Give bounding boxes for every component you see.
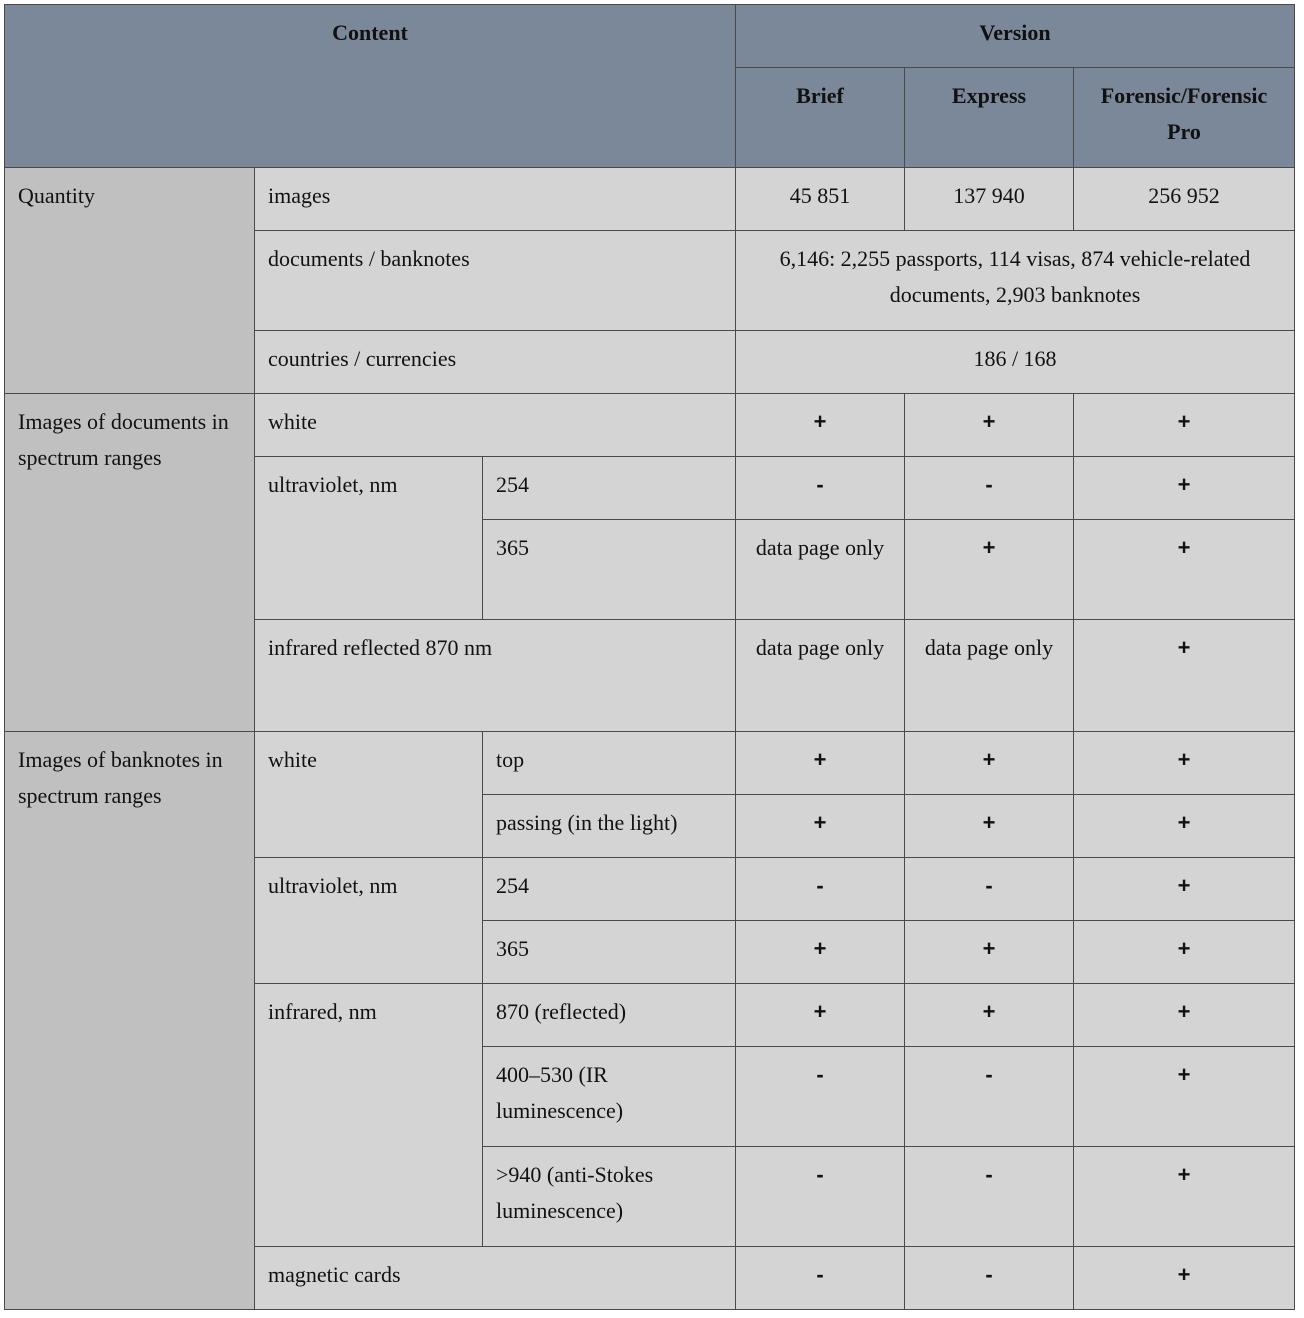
bn-passing-express: + (905, 795, 1074, 858)
row-label-bn-uv-254: 254 (483, 858, 736, 921)
row-label-doc-uv: ultraviolet, nm (255, 457, 483, 620)
group-document-images: Images of documents in spectrum ranges (5, 394, 255, 732)
bn-uv365-brief: + (736, 921, 905, 984)
row-label-doc-white: white (255, 394, 736, 457)
bn-top-brief: + (736, 732, 905, 795)
bn-ir940-express: - (905, 1147, 1074, 1247)
row-label-bn-uv-365: 365 (483, 921, 736, 984)
row-label-bn-ir-400: 400–530 (IR luminescence) (483, 1047, 736, 1147)
bn-magnetic-express: - (905, 1247, 1074, 1310)
doc-white-forensic: + (1074, 394, 1295, 457)
bn-magnetic-brief: - (736, 1247, 905, 1310)
bn-uv365-express: + (905, 921, 1074, 984)
bn-top-express: + (905, 732, 1074, 795)
bn-ir870-forensic: + (1074, 984, 1295, 1047)
doc-white-brief: + (736, 394, 905, 457)
images-express: 137 940 (905, 168, 1074, 231)
images-forensic: 256 952 (1074, 168, 1295, 231)
doc-uv365-brief: data page only (736, 520, 905, 620)
bn-uv254-brief: - (736, 858, 905, 921)
row-label-doc-uv-254: 254 (483, 457, 736, 520)
group-banknote-images: Images of banknotes in spectrum ranges (5, 732, 255, 1310)
row-label-bn-ir-940: >940 (anti-Stokes luminescence) (483, 1147, 736, 1247)
row-label-bn-ir: infrared, nm (255, 984, 483, 1247)
row-label-bn-magnetic: magnetic cards (255, 1247, 736, 1310)
header-brief: Brief (736, 68, 905, 168)
doc-uv365-forensic: + (1074, 520, 1295, 620)
row-label-bn-uv: ultraviolet, nm (255, 858, 483, 984)
documents-value: 6,146: 2,255 passports, 114 visas, 874 vehicle-related documents, 2,903 banknotes (736, 231, 1295, 331)
doc-uv365-express: + (905, 520, 1074, 620)
doc-ir-brief: data page only (736, 620, 905, 732)
bn-top-forensic: + (1074, 732, 1295, 795)
bn-uv254-express: - (905, 858, 1074, 921)
header-version: Version (736, 5, 1295, 68)
bn-passing-brief: + (736, 795, 905, 858)
countries-value: 186 / 168 (736, 331, 1295, 394)
row-label-doc-ir: infrared reflected 870 nm (255, 620, 736, 732)
doc-ir-forensic: + (1074, 620, 1295, 732)
bn-passing-forensic: + (1074, 795, 1295, 858)
bn-ir870-express: + (905, 984, 1074, 1047)
content-version-table (4, 4, 1295, 1310)
bn-ir400-forensic: + (1074, 1047, 1295, 1147)
bn-uv254-forensic: + (1074, 858, 1295, 921)
doc-ir-express: data page only (905, 620, 1074, 732)
doc-uv254-express: - (905, 457, 1074, 520)
header-express: Express (905, 68, 1074, 168)
bn-ir400-express: - (905, 1047, 1074, 1147)
bn-ir940-brief: - (736, 1147, 905, 1247)
row-label-bn-ir-870: 870 (reflected) (483, 984, 736, 1047)
bn-ir870-brief: + (736, 984, 905, 1047)
bn-ir940-forensic: + (1074, 1147, 1295, 1247)
row-label-bn-white-passing: passing (in the light) (483, 795, 736, 858)
doc-white-express: + (905, 394, 1074, 457)
row-label-documents: documents / banknotes (255, 231, 736, 331)
row-label-countries: countries / currencies (255, 331, 736, 394)
row-label-bn-white: white (255, 732, 483, 858)
header-content: Content (5, 5, 736, 168)
row-label-bn-white-top: top (483, 732, 736, 795)
bn-uv365-forensic: + (1074, 921, 1295, 984)
doc-uv254-forensic: + (1074, 457, 1295, 520)
images-brief: 45 851 (736, 168, 905, 231)
header-forensic: Forensic/Forensic Pro (1074, 68, 1295, 168)
row-label-images: images (255, 168, 736, 231)
row-label-doc-uv-365: 365 (483, 520, 736, 620)
bn-magnetic-forensic: + (1074, 1247, 1295, 1310)
group-quantity: Quantity (5, 168, 255, 394)
doc-uv254-brief: - (736, 457, 905, 520)
bn-ir400-brief: - (736, 1047, 905, 1147)
